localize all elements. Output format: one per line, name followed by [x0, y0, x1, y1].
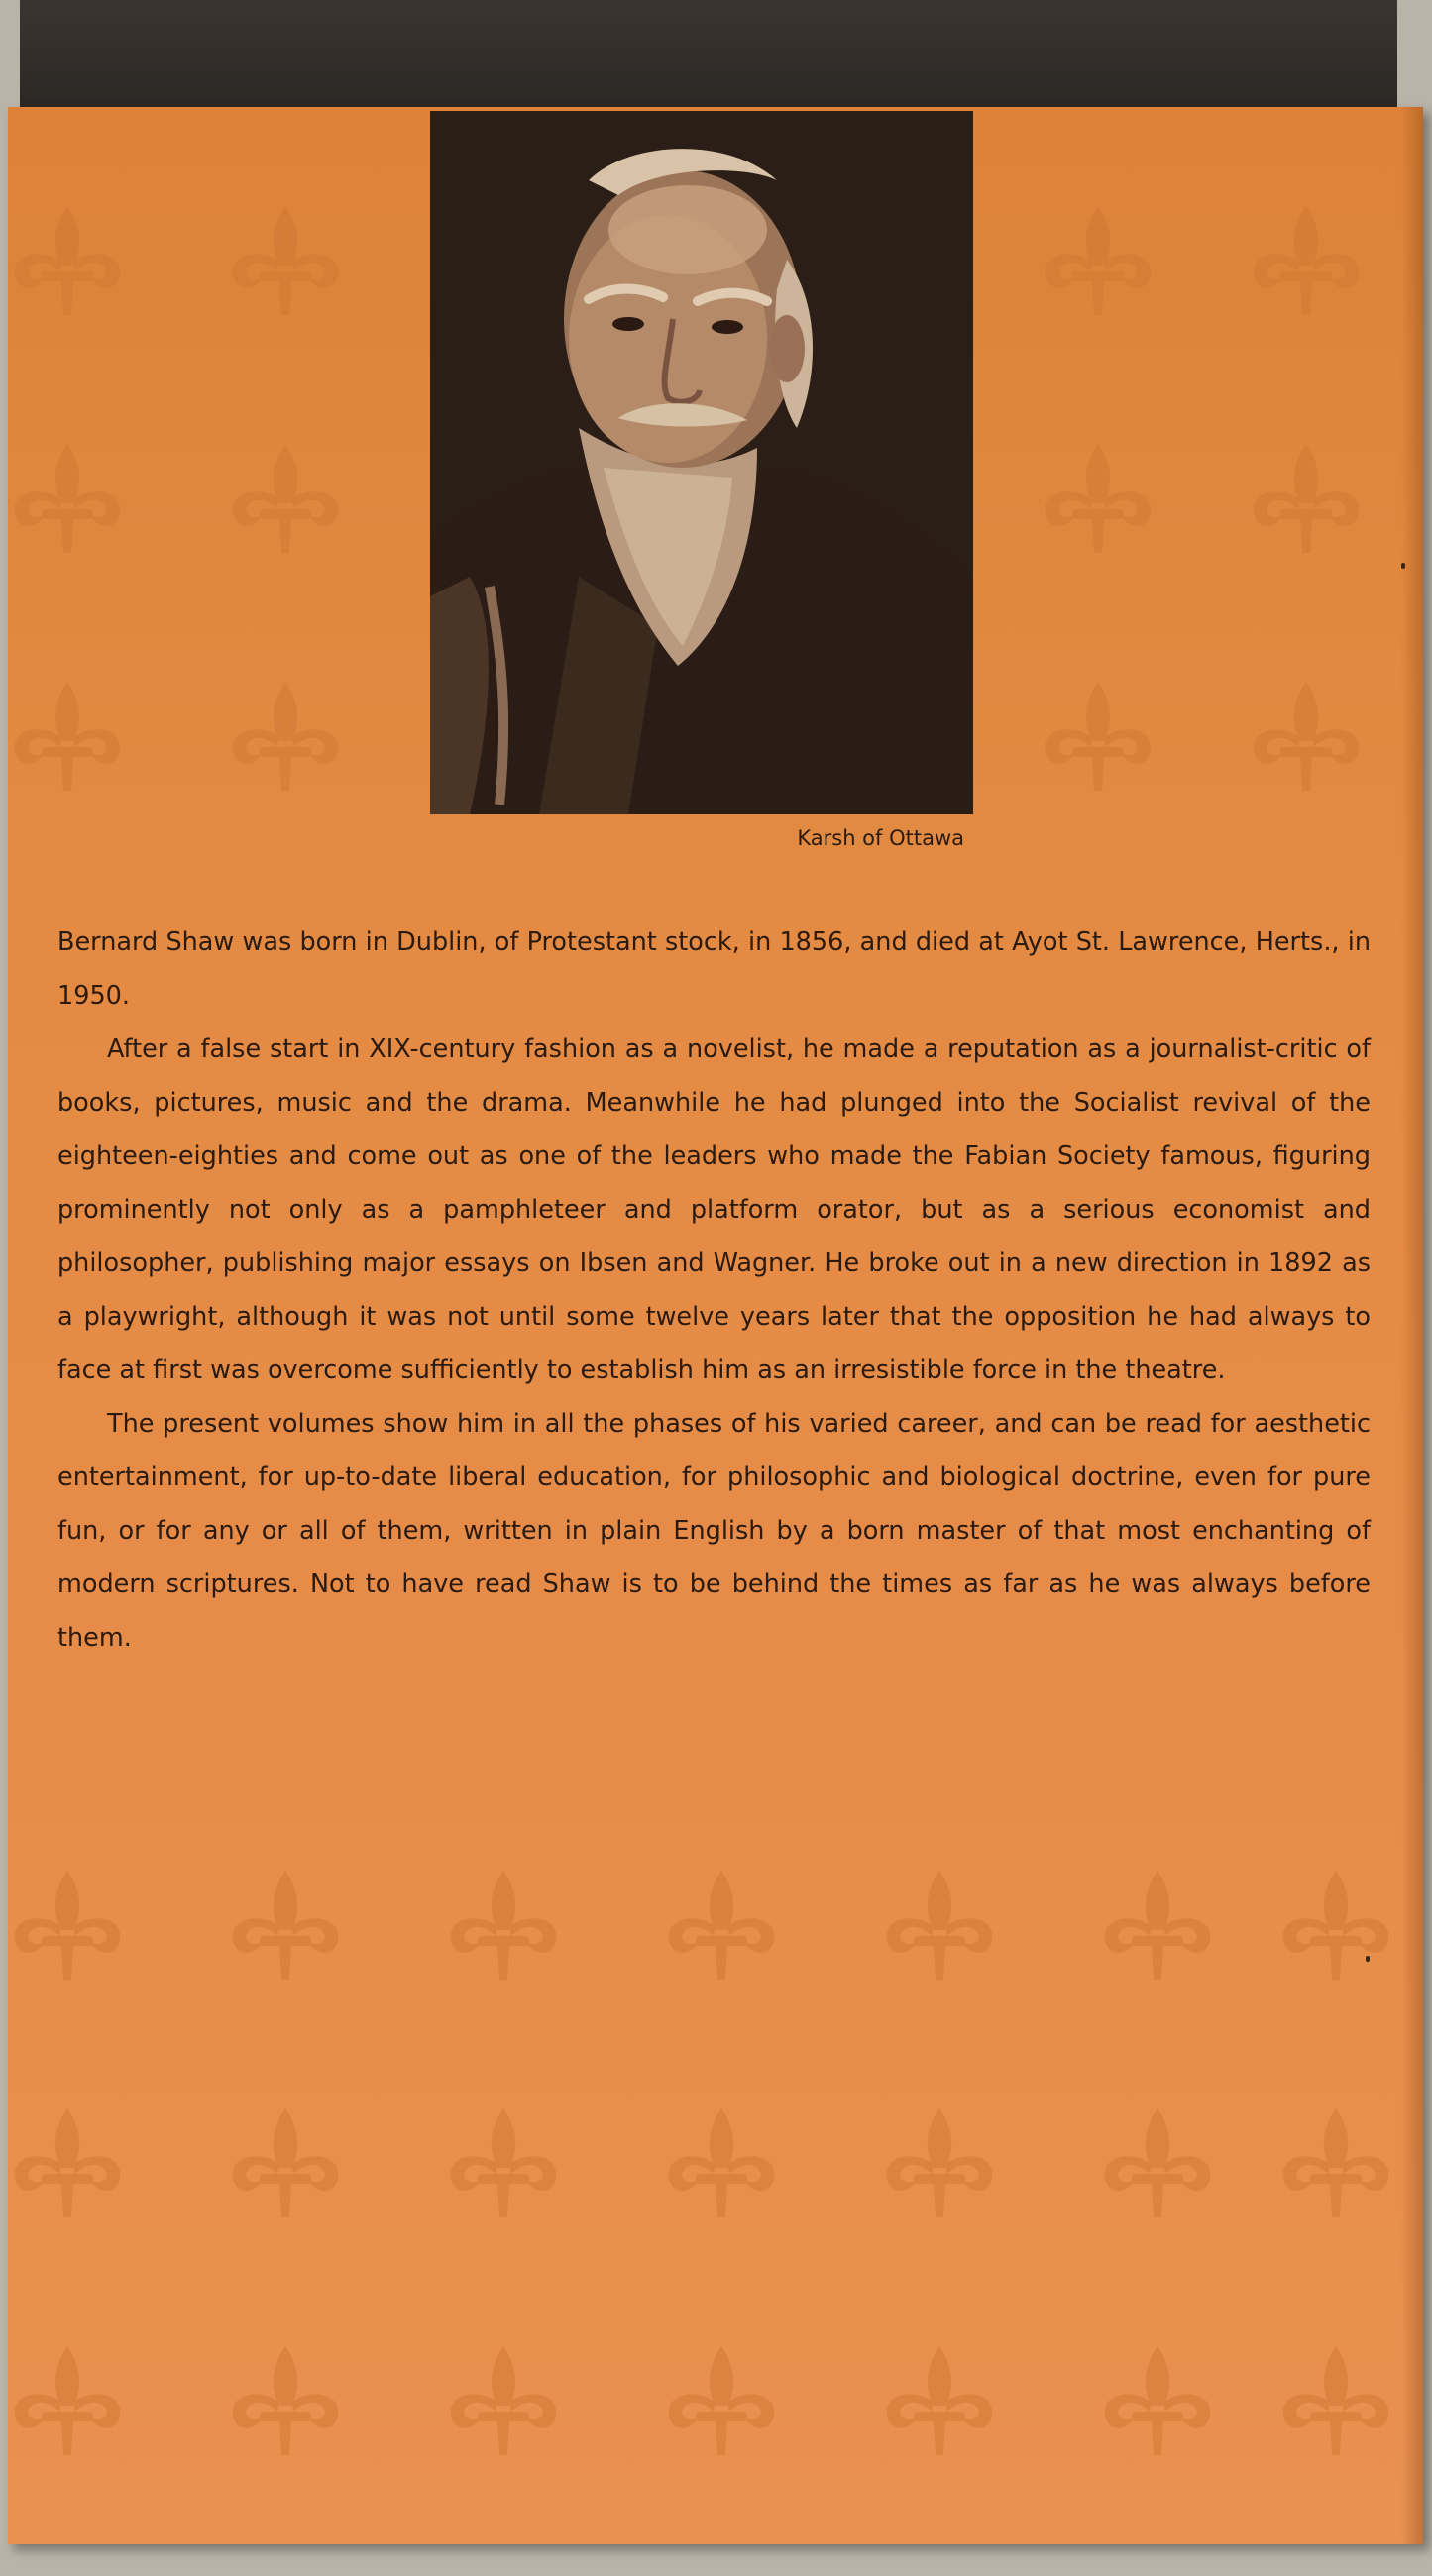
print-speck [1366, 1956, 1370, 1962]
bio-paragraph: After a false start in XIX-century fashion as a novelist, he made a reputation as a journalist-critic of books, pictures, music and the drama. Meanwhile he had plunged into the Socialist revival of the eighteen-eighties and come out as one of the leaders who made the Fabian Society famous, figuring prominently not only as a pamphleteer and platform orator, but as a serious economist and philosopher, publishing major essays on Ibsen and Wagner. He broke out in a new direction in 1892 as a playwright, although it was not until some twelve years later that the opposition he had always to face at first was overcome sufficiently to establish him as an irresistible force in the theatre. [57, 1034, 1371, 1385]
print-speck [1401, 563, 1405, 569]
author-portrait-photo [430, 111, 973, 814]
bio-paragraph: The present volumes show him in all the phases of his varied career, and can be read for aesthetic entertainment, for up-to-date liberal education, for philosophic and biological doctrine, even for pure fun, or for any or all of them, written in plain English by a born master of that most enchanting of modern scriptures. Not to have read Shaw is to be behind the times as far as he was always before them. [57, 1409, 1371, 1653]
top-edge-shadow [20, 0, 1397, 119]
bio-paragraph: Bernard Shaw was born in Dublin, of Protestant stock, in 1856, and died at Ayot St. Lawrence, Herts., in 1950. [57, 927, 1371, 1011]
author-biography [57, 915, 1371, 1664]
book-back-cover [8, 107, 1423, 2544]
photo-credit: Karsh of Ottawa [797, 826, 964, 850]
